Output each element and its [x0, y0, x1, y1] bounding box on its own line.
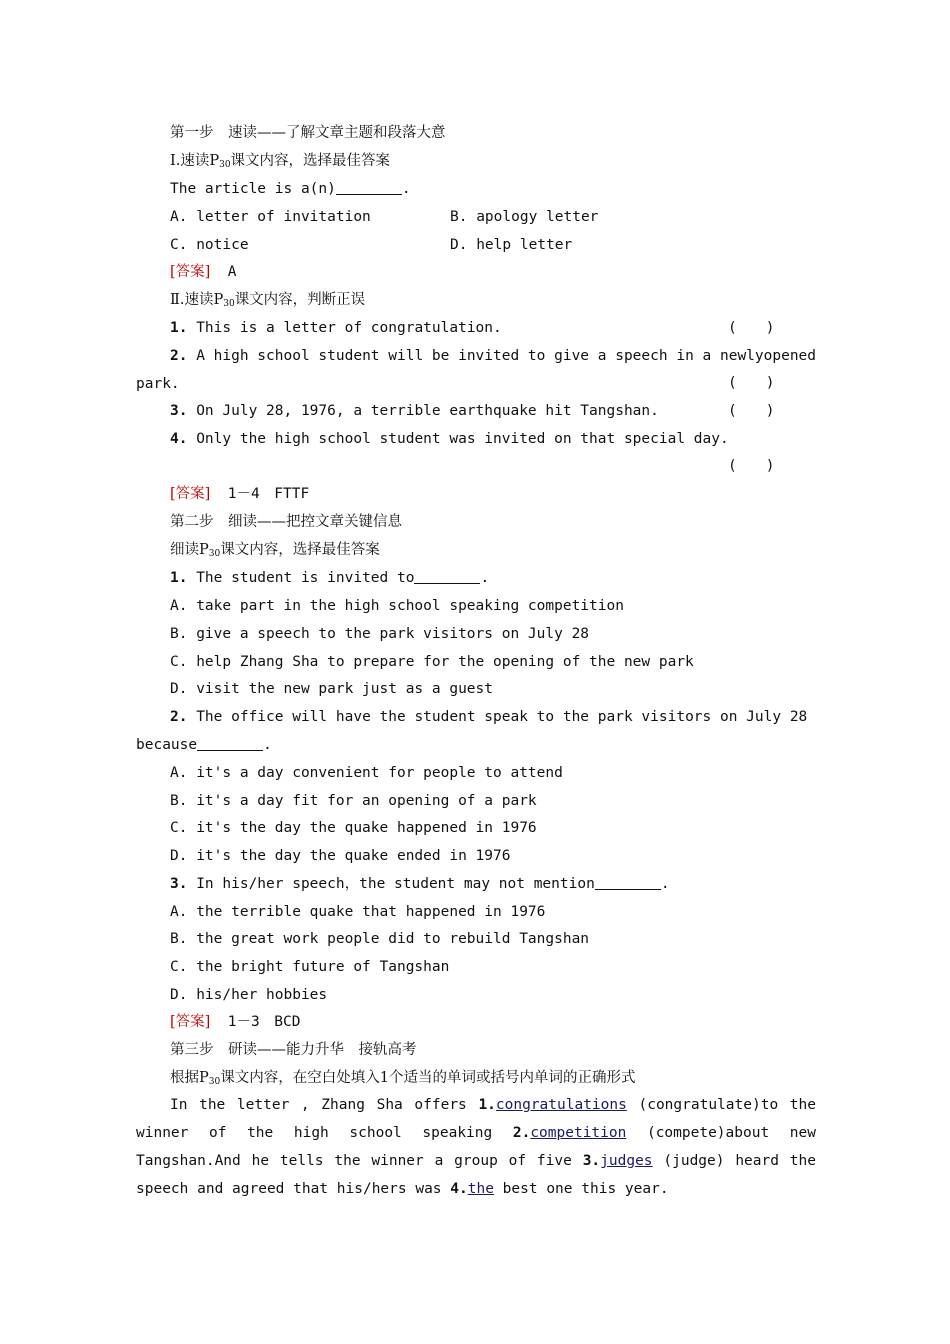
answer-blank: [197, 736, 263, 751]
step3-intro: 根据$P_{30}$课文内容，在空白处填入1个适当的单词或括号内单词的正确形式: [170, 1070, 636, 1087]
tf-paren-2: ( ): [728, 375, 775, 391]
cloze-answer-1: congratulations: [495, 1097, 627, 1113]
step3-title: 第三步 研读——能力升华 接轨高考: [170, 1042, 417, 1058]
q3-option-a: A. the terrible quake that happened in 1976: [170, 904, 546, 920]
q1-option-d: D. visit the new park just as a guest: [170, 681, 494, 697]
tf-item-3: 3. On July 28, 1976, a terrible earthquake hit Tangshan.: [170, 403, 659, 419]
q3-option-d: D. his/her hobbies: [170, 987, 328, 1003]
q2-option-c: C. it's the day the quake happened in 1976: [170, 820, 537, 836]
q2-option-a: A. it's a day convenient for people to attend: [170, 765, 563, 781]
step1-title: 第一步 速读——了解文章主题和段落大意: [170, 125, 446, 141]
cloze-paragraph: In the letter , Zhang Sha offers 1.congratulations (congratulate)to the winner of the high school speaking 2.competition (compete)about new Tangshan.And he tells the winner a group of five 3.judges (judge) heard the speech and agreed that his/hers was 4.the best one this year.: [136, 1097, 816, 1197]
answer-value: 1－4 FTTF: [227, 486, 310, 502]
answer-value: A: [227, 264, 237, 280]
q2-stem-cont: because .: [136, 737, 272, 753]
option-d: D. help letter: [450, 237, 573, 253]
option-a: A. letter of invitation: [170, 209, 371, 225]
q2-stem: 2. The office will have the student speak to the park visitors on July 28: [170, 709, 808, 725]
option-c: C. notice: [170, 237, 249, 253]
answer-line-3: [170, 1012, 300, 1032]
cloze-answer-3: judges: [600, 1153, 653, 1169]
q2-option-b: B. it's a day fit for an opening of a park: [170, 793, 537, 809]
q3-option-b: B. the great work people did to rebuild Tangshan: [170, 931, 590, 947]
answer-line-2: [170, 484, 309, 504]
tf-item-2-cont: park.: [136, 376, 180, 392]
part1-heading: Ⅰ.速读$P_{30}$课文内容，选择最佳答案: [170, 153, 391, 170]
answer-blank: [595, 875, 661, 890]
q1-option-c: C. help Zhang Sha to prepare for the opening of the new park: [170, 654, 694, 670]
option-b: B. apology letter: [450, 209, 599, 225]
answer-label: [答案]: [170, 264, 211, 280]
question-stem: The article is a(n) .: [170, 181, 411, 197]
tf-paren-4: ( ): [728, 458, 775, 474]
tf-item-1: 1. This is a letter of congratulation.: [170, 320, 502, 336]
q2-option-d: D. it's the day the quake ended in 1976: [170, 848, 511, 864]
answer-label: [答案]: [170, 486, 211, 502]
tf-item-4: 4. Only the high school student was invited on that special day.: [170, 431, 729, 447]
answer-line: [170, 262, 237, 282]
answer-label: [答案]: [170, 1014, 211, 1030]
tf-paren-1: ( ): [728, 320, 775, 336]
step2-intro: 细读$P_{30}$课文内容，选择最佳答案: [170, 542, 380, 559]
answer-value: 1－3 BCD: [227, 1014, 301, 1030]
tf-paren-3: ( ): [728, 403, 775, 419]
tf-item-2: 2. A high school student will be invited to give a speech in a newlyopened: [170, 348, 817, 364]
q3-stem: 3. In his/her speech，the student may not mention .: [170, 876, 670, 892]
q1-stem: 1. The student is invited to .: [170, 570, 490, 586]
answer-blank: [336, 180, 402, 195]
q1-option-b: B. give a speech to the park visitors on July 28: [170, 626, 590, 642]
cloze-answer-2: competition: [530, 1125, 627, 1141]
q3-option-c: C. the bright future of Tangshan: [170, 959, 450, 975]
cloze-answer-4: the: [467, 1181, 494, 1197]
step2-title: 第二步 细读——把控文章关键信息: [170, 514, 402, 530]
q1-option-a: A. take part in the high school speaking competition: [170, 598, 624, 614]
part2-heading: Ⅱ.速读$P_{30}$课文内容，判断正误: [170, 292, 366, 309]
answer-blank: [414, 569, 480, 584]
